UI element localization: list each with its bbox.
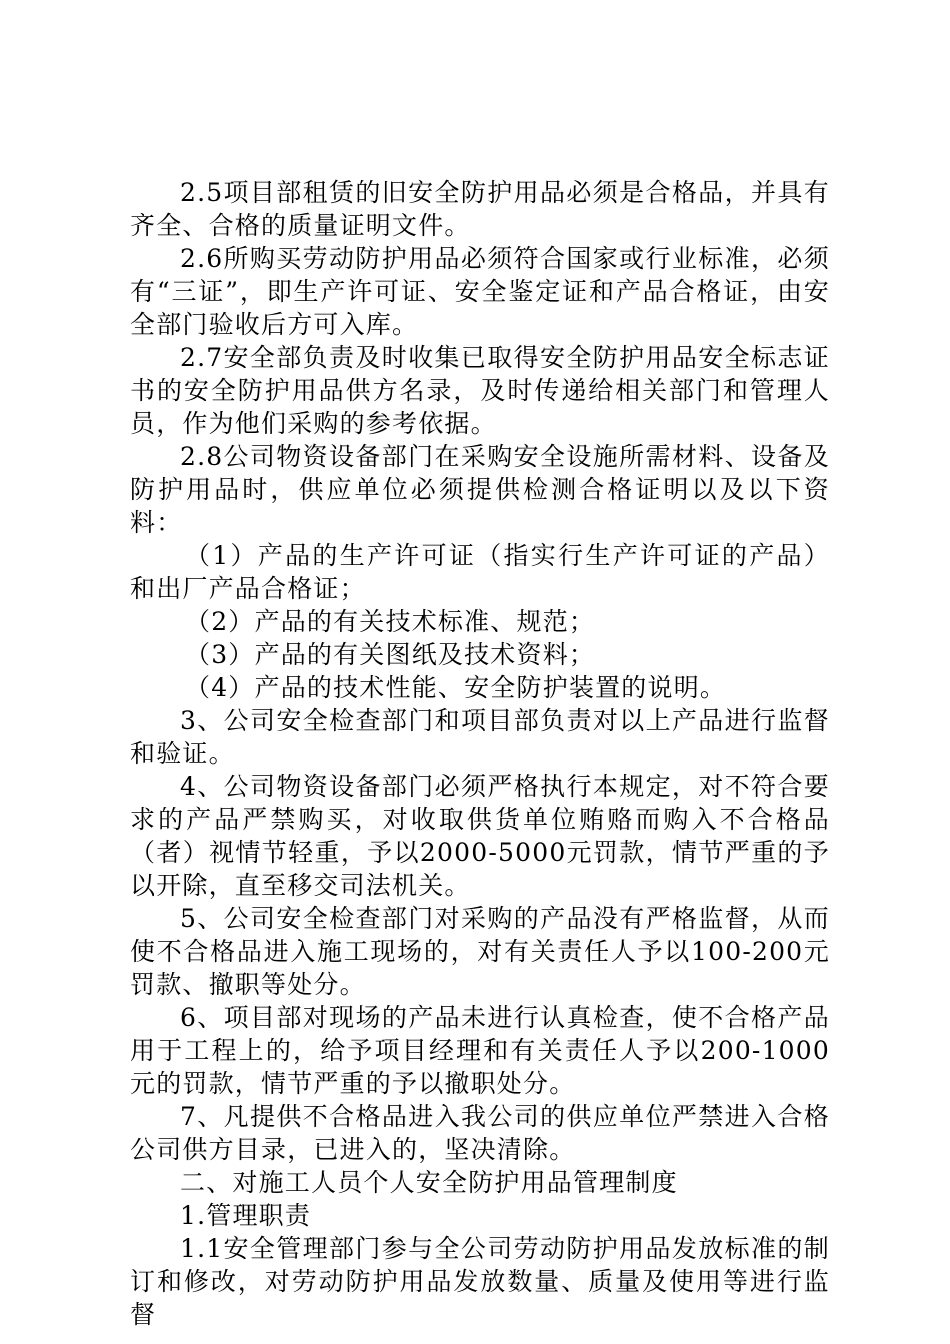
paragraph-2-6: 2.6所购买劳动防护用品必须符合国家或行业标准，必须有“三证”，即生产许可证、安全鉴定证和产品合格证，由安全部门验收后方可入库。: [130, 244, 830, 339]
paragraph-2-5: 2.5项目部租赁的旧安全防护用品必须是合格品，并具有齐全、合格的质量证明文件。: [130, 178, 830, 240]
paragraph-4: 4、公司物资设备部门必须严格执行本规定，对不符合要求的产品严禁购买，对收取供货单位贿赂而购入不合格品（者）视情节轻重，予以2000-5000元罚款，情节严重的予以开除，直至移交司法机关。: [130, 772, 830, 900]
list-item-4: （4）产品的技术性能、安全防护装置的说明。: [185, 673, 727, 702]
list-item-3: （3）产品的有关图纸及技术资料；: [185, 640, 596, 669]
section-heading-2: 二、对施工人员个人安全防护用品管理制度: [180, 1168, 678, 1197]
paragraph-6: 6、项目部对现场的产品未进行认真检查，使不合格产品用于工程上的，给予项目经理和有关责任人予以200-1000元的罚款，情节严重的予以撤职处分。: [130, 1003, 830, 1098]
subheading-1: 1.管理职责: [180, 1201, 312, 1230]
paragraph-2-7: 2.7安全部负责及时收集已取得安全防护用品安全标志证书的安全防护用品供方名录，及时传递给相关部门和管理人员，作为他们采购的参考依据。: [130, 343, 830, 438]
paragraph-7: 7、凡提供不合格品进入我公司的供应单位严禁进入合格公司供方目录，已进入的，坚决清除。: [130, 1102, 830, 1164]
list-item-2: （2）产品的有关技术标准、规范；: [185, 607, 596, 636]
document-body: [130, 176, 830, 1331]
paragraph-5: 5、公司安全检查部门对采购的产品没有严格监督，从而使不合格品进入施工现场的，对有关责任人予以100-200元罚款、撤职等处分。: [130, 904, 830, 999]
paragraph-1-1: 1.1安全管理部门参与全公司劳动防护用品发放标准的制订和修改，对劳动防护用品发放数量、质量及使用等进行监督: [130, 1234, 830, 1329]
paragraph-3: 3、公司安全检查部门和项目部负责对以上产品进行监督和验证。: [130, 706, 830, 768]
paragraph-2-8: 2.8公司物资设备部门在采购安全设施所需材料、设备及防护用品时，供应单位必须提供检测合格证明以及以下资料：: [130, 442, 830, 537]
list-item-1: （1）产品的生产许可证（指实行生产许可证的产品）和出厂产品合格证；: [130, 541, 830, 603]
